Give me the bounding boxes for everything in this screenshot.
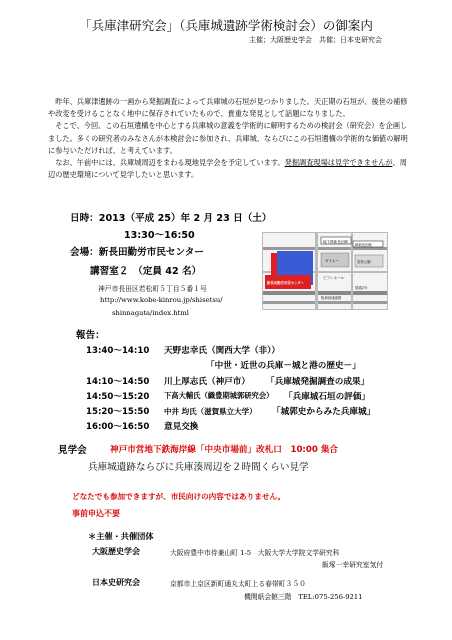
program-speaker-4: 中井 均氏（滋賀県立大学） — [164, 407, 257, 416]
map-label-expressway: 阪神高速道路 — [321, 296, 342, 300]
map-label-venue: 新長田勤労市民センター — [267, 281, 305, 285]
map-label-daiei: ダイエー — [325, 259, 340, 263]
tour-meeting-point: 神戸市営地下鉄海岸線「中央市場前」改札口 10:00 集合 — [110, 445, 339, 455]
intro-paragraph-1: 昨年、兵庫津遺跡の一画から発掘調査によって兵庫城の石垣が見つかりました。天正期の石垣が、後世の補修や改変を受けることなく地中に保存されていたもので、貴重な発見として話題になりました。 — [48, 97, 408, 119]
program-heading: 報告： — [76, 330, 105, 341]
host-1-name: 大阪歴史学会 — [92, 547, 140, 556]
program-topic-3: 「兵庫城石垣の評価」 — [284, 392, 370, 402]
time-range: 13:30～16:50 — [124, 230, 195, 241]
hosts-heading: ＊主催・共催団体 — [88, 531, 154, 541]
venue-address: 神戸市長田区若松町５丁目５番１号 — [98, 285, 207, 293]
map-label-piful: ピフレホール — [323, 276, 345, 280]
venue-url-line-2[interactable]: shinnagata/index.html — [112, 309, 189, 317]
program-speaker-1: 天野忠幸氏（関西大学（非）） — [164, 346, 281, 356]
intro-paragraph-3: なお、午前中には、兵庫城周辺をまわる現地見学会を予定しています。発掘調査現場は見学できませんが、周辺の歴史環境について見学したいと思います。 — [48, 158, 407, 180]
program-time-5: 16:00～16:50 — [86, 422, 150, 432]
program-time-4: 15:20～15:50 — [86, 407, 150, 417]
map-label-subway: 地下鉄新長田駅 — [323, 240, 349, 244]
tour-label: 見学会 — [58, 445, 87, 456]
program-time-3: 14:50～15:20 — [86, 392, 150, 402]
host-2-name: 日本史研究会 — [92, 578, 140, 587]
no-site-visit-note: 発掘調査現場は見学できませんが — [284, 158, 393, 168]
program-time-1: 13:40～14:10 — [86, 346, 150, 356]
program-speaker-2: 川上厚志氏（神戸市） — [164, 377, 250, 387]
date-line: 日時：2013（平成 25）年 2 月 23 日（土） — [70, 213, 272, 224]
venue-url-line-1[interactable]: http://www.kobe-kinrou.jp/shisetsu/ — [100, 296, 223, 304]
program-topic-1: 「中世・近世の兵庫－城と港の歴史－」 — [206, 361, 361, 371]
page-title: 「兵庫津研究会」（兵庫城遺跡学術検討会）の御案内 — [79, 18, 373, 33]
intro-paragraph-2: そこで、今回、この石垣遺構を中心とする兵庫城の意義を学術的に解明するための検討会（研究会）を企画しました。多くの研究者のみなさんが本検討会に参加され、兵庫城、ならびにこの石垣遺構の学術的な価値の解明に参与いただければ、と考えています。 — [48, 121, 408, 155]
map-label-jr: JR新長田駅 — [355, 243, 372, 247]
room-line: 講習室２ （定員 42 名） — [90, 266, 202, 277]
map-label-park: 若松公園 — [357, 260, 371, 264]
program-topic-2: 「兵庫城発掘調査の成果」 — [266, 377, 370, 387]
organizers-line: 主催；大阪歴史学会 共催；日本史研究会 — [249, 36, 382, 44]
host-1-address-2: 飯塚一幸研究室気付 — [322, 561, 384, 569]
intro — [48, 96, 413, 181]
map-label-route2: 国道2号 — [355, 286, 368, 290]
host-2-address-2: 機関紙会館三階 TEL:075-256-9211 — [244, 593, 363, 601]
registration-notice: 事前申込不要 — [72, 509, 120, 518]
venue-line: 会場：新長田勤労市民センター — [70, 247, 204, 258]
host-2-address-1: 京都市上京区新町通丸太町上る春帯町３５０ — [170, 580, 306, 588]
program-time-2: 14:10～14:50 — [86, 377, 150, 387]
host-1-address-1: 大阪府豊中市待兼山町 1-5 大阪大学大学院文学研究科 — [170, 549, 340, 557]
audience-notice: どなたでも参加できますが、市民向けの内容ではありません。 — [72, 492, 286, 501]
program-speaker-3: 下高大輔氏（織豊期城郭研究会） — [164, 391, 274, 400]
tour-description: 兵庫城遺跡ならびに兵庫湊周辺を２時間くらい見学 — [88, 462, 309, 473]
program-speaker-5: 意見交換 — [164, 422, 199, 432]
venue-map — [262, 232, 388, 310]
program-topic-4: 「城郭史からみた兵庫城」 — [272, 407, 376, 417]
